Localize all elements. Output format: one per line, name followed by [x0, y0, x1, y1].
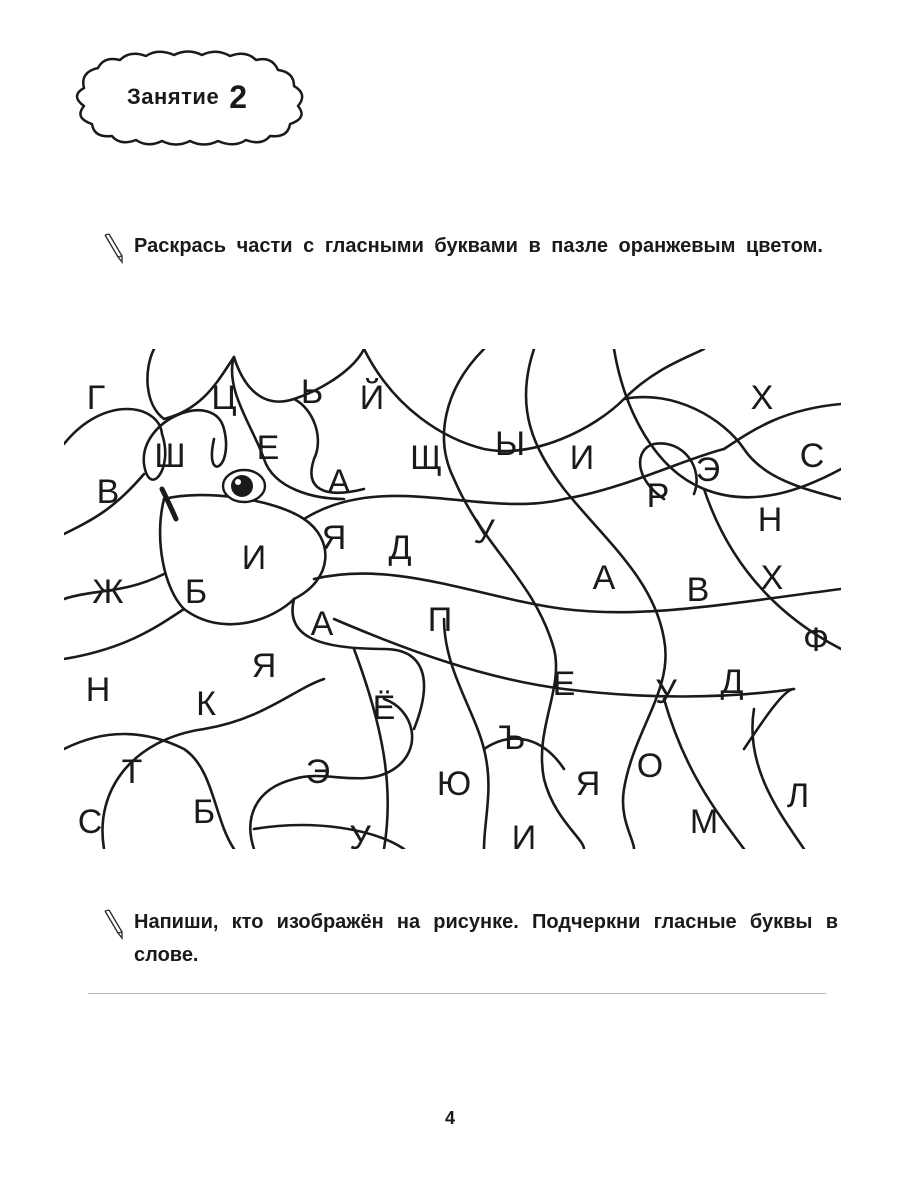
lesson-badge — [58, 46, 316, 148]
task-1 — [100, 230, 838, 264]
puzzle-letter: К — [196, 685, 216, 723]
lesson-word: Занятие — [127, 84, 220, 109]
puzzle-letter: А — [310, 605, 334, 643]
squirrel-eye-icon — [223, 470, 265, 502]
puzzle-letter: Б — [192, 793, 216, 831]
pencil-icon — [100, 908, 126, 940]
letter-puzzle[interactable] — [64, 349, 841, 849]
puzzle-letter: Ю — [436, 765, 472, 803]
puzzle-letter: Ъ — [498, 719, 526, 757]
task-2 — [100, 906, 838, 972]
puzzle-letter: Л — [786, 777, 810, 815]
puzzle-letter: Т — [121, 753, 143, 791]
lesson-number: 2 — [229, 78, 247, 115]
puzzle-letter: Э — [695, 451, 721, 489]
puzzle-letter: Н — [85, 671, 111, 709]
puzzle-letter: Щ — [410, 439, 442, 477]
puzzle-letter: Е — [256, 429, 280, 467]
puzzle-letter: С — [77, 803, 103, 841]
task-2-text: Напиши, кто изображён на рисунке. Подчеркни гласные буквы в слове. — [134, 911, 838, 966]
puzzle-letter: Д — [720, 663, 744, 701]
puzzle-letter: Г — [86, 379, 106, 417]
puzzle-letter: П — [427, 601, 453, 639]
puzzle-letter: Х — [760, 559, 784, 597]
puzzle-letter: Ё — [372, 689, 396, 727]
puzzle-letter: Ф — [803, 621, 829, 659]
puzzle-letter: О — [636, 747, 664, 785]
puzzle-letter: Я — [575, 765, 601, 803]
puzzle-letter: Я — [251, 647, 277, 685]
answer-line[interactable] — [88, 993, 826, 994]
puzzle-letter: Д — [388, 529, 412, 567]
puzzle-letter: Е — [552, 665, 576, 703]
puzzle-letter: У — [655, 673, 677, 711]
puzzle-letter: И — [569, 439, 595, 477]
puzzle-letter: Х — [750, 379, 774, 417]
puzzle-letter: Ы — [494, 425, 526, 463]
puzzle-letter: А — [327, 463, 351, 501]
puzzle-letter: Р — [646, 477, 670, 515]
puzzle-letter: М — [689, 803, 719, 841]
puzzle-letter: В — [686, 571, 710, 609]
puzzle-letter: Й — [359, 379, 385, 417]
puzzle-letter: И — [241, 539, 267, 577]
puzzle-letter: Ц — [211, 379, 237, 417]
puzzle-letter: Ж — [92, 573, 124, 611]
puzzle-letter: Ш — [154, 437, 186, 475]
pencil-icon — [100, 232, 126, 264]
puzzle-drawing — [64, 349, 841, 849]
puzzle-letter: Э — [305, 753, 331, 791]
task-1-text: Раскрась части с гласными буквами в пазле оранжевым цветом. — [134, 235, 823, 257]
puzzle-letter: Б — [184, 573, 208, 611]
puzzle-letter: С — [799, 437, 825, 475]
puzzle-letter: А — [592, 559, 616, 597]
puzzle-letter: У — [473, 513, 495, 551]
puzzle-letter: И — [511, 819, 537, 849]
puzzle-letter: В — [96, 473, 120, 511]
page-number: 4 — [444, 1108, 455, 1128]
puzzle-letter: У — [349, 819, 371, 849]
lesson-title — [58, 46, 316, 148]
puzzle-letter: Ь — [300, 373, 324, 411]
puzzle-letter: Я — [321, 519, 347, 557]
puzzle-letter: Н — [757, 501, 783, 539]
